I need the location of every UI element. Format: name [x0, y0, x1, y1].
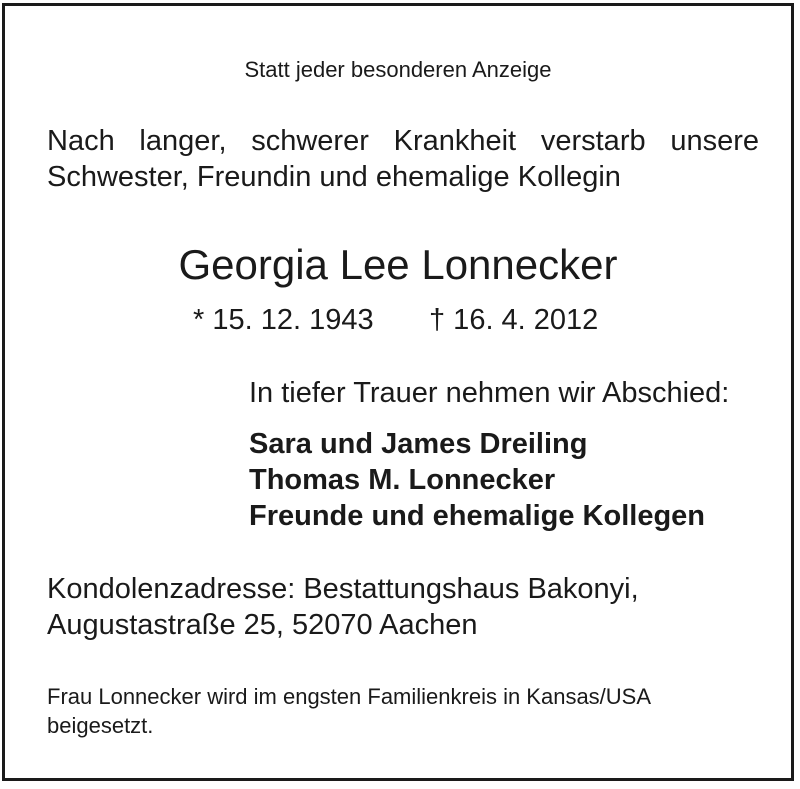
- mourner-name: Freunde und ehemalige Kollegen: [249, 500, 706, 532]
- condolence-address-line-1: Kondolenzadresse: Bestattungshaus Bakonyi,: [47, 573, 639, 605]
- obituary-notice: [2, 3, 794, 781]
- burial-note-line-2: beigesetzt.: [47, 713, 154, 738]
- mourning-intro: In tiefer Trauer nehmen wir Abschied:: [249, 377, 730, 409]
- burial-note-line-1: Frau Lonnecker wird im engsten Familienkreis in Kansas/USA: [47, 684, 652, 709]
- birth-date: * 15. 12. 1943: [193, 304, 374, 336]
- condolence-address-line-2: Augustastraße 25, 52070 Aachen: [47, 609, 478, 641]
- intro-text-line-1: Nach langer, schwerer Krankheit verstarb unsere: [47, 125, 759, 157]
- mourner-name: Sara und James Dreiling: [249, 428, 588, 460]
- deceased-name: Georgia Lee Lonnecker: [178, 241, 618, 288]
- intro-text-line-2: Schwester, Freundin und ehemalige Kollegin: [47, 161, 621, 193]
- death-date: † 16. 4. 2012: [429, 304, 599, 336]
- mourner-name: Thomas M. Lonnecker: [249, 464, 556, 496]
- notice-heading: Statt jeder besonderen Anzeige: [244, 57, 552, 82]
